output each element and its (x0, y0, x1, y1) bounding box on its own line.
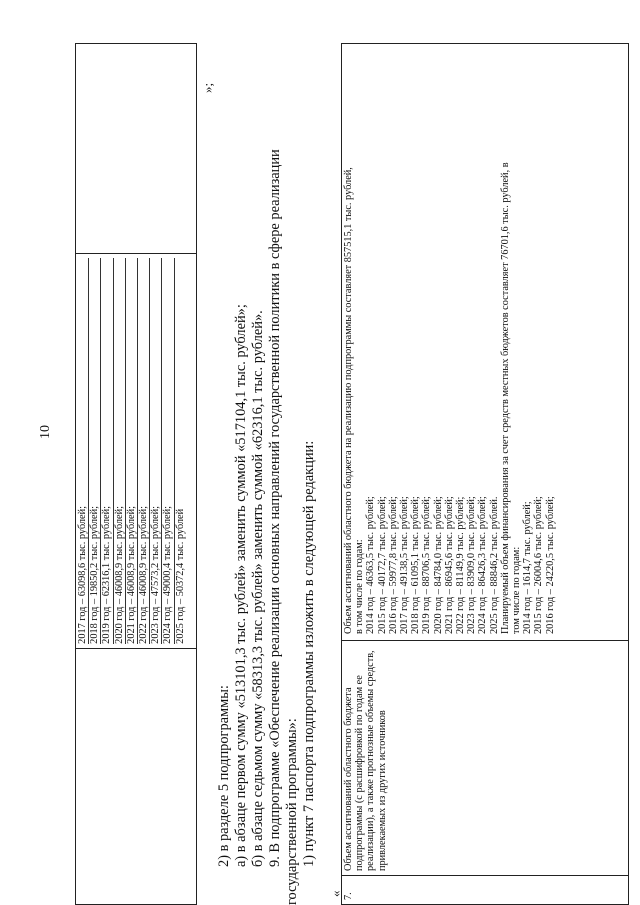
value-line: 2016 год – 59977,8 тыс. рублей; (387, 496, 399, 634)
value-line: в том числе по годам: (354, 539, 366, 634)
year-value-line: 2020 год – 46008,9 тыс. рублей; (114, 258, 126, 644)
paragraph-a: а) в абзаце первом сумму «513101,3 тыс. рублей» заменить суммой «517104,1 тыс. рублей»; (233, 304, 249, 867)
paragraph-section-5: 2) в разделе 5 подпрограммы: (216, 685, 232, 867)
paragraph-b: б) в абзаце седьмом сумму «58313,3 тыс. рублей» заменить суммой «62316,1 тыс. рублей». (250, 310, 266, 867)
year-value-line: 2017 год – 63098,6 тыс. рублей; (77, 258, 89, 644)
paragraph-1: 1) пункт 7 паспорта подпрограммы изложить в следующей редакции: (301, 440, 317, 867)
empty-label-cell (76, 648, 197, 904)
value-line: 2014 год – 46363,5 тыс. рублей; (365, 496, 377, 634)
value-line: 2015 год – 40172,7 тыс. рублей; (376, 496, 388, 634)
item-values-list (343, 50, 556, 634)
value-line: том числе по годам: (511, 546, 523, 634)
item-label: Объем ассигнований областного бюджета подпрограммы (с расшифровкой по годам ее реализации), а также прогнозные объемы средств, привлекаемых из других источников (342, 641, 629, 876)
passport-item-7-table (341, 43, 629, 905)
year-value-line: 2022 год – 46008,9 тыс. рублей; (138, 258, 150, 644)
value-line: 2018 год – 61095,1 тыс. рублей; (410, 496, 422, 634)
values-cell (76, 253, 197, 648)
opening-quote: « (328, 890, 343, 897)
year-value-line: 2019 год – 62316,1 тыс. рублей; (101, 258, 113, 644)
year-value-line: 2021 год – 46008,9 тыс. рублей; (126, 258, 138, 644)
item-number: 7. (342, 876, 629, 905)
value-line: 2024 год – 86426,3 тыс. рублей; (477, 496, 489, 634)
value-line: 2017 год – 49138,5 тыс. рублей; (399, 496, 411, 634)
paragraph-9-cont: государственной программы»: (284, 718, 300, 905)
page-number: 10 (38, 425, 53, 439)
value-line: 2023 год – 83909,0 тыс. рублей; (466, 496, 478, 634)
value-line: 2014 год – 1614,7 тыс. рублей; (522, 501, 534, 634)
year-values-list (77, 258, 186, 644)
value-line: Планируемый объем финансирования за счет средств местных бюджетов составляет 76701,6 тыс. рублей, в (499, 162, 511, 634)
year-value-line: 2025 год – 50372,4 тыс. рублей (174, 508, 186, 644)
value-line: 2025 год – 88846,2 тыс. рублей. (488, 496, 500, 634)
value-line: Объем ассигнований областного бюджета на реализацию подпрограммы составляет 857515,1 тыс. рублей, (343, 167, 354, 634)
empty-right-cell (76, 44, 197, 254)
value-line: 2019 год – 88706,5 тыс. рублей; (421, 496, 433, 634)
value-line: 2021 год – 86945,6 тыс. рублей; (443, 496, 455, 634)
closing-quote: »; (200, 82, 215, 93)
paragraph-9: 9. В подпрограмме «Обеспечение реализации основных направлений государственной политики в сфере реализации (267, 149, 283, 867)
year-value-line: 2018 год – 19850,2 тыс. рублей; (89, 258, 101, 644)
value-line: 2016 год – 24220,5 тыс. рублей; (544, 496, 556, 634)
year-value-line: 2024 год – 49000,4 тыс. рублей; (162, 258, 174, 644)
value-line: 2020 год – 84784,0 тыс. рублей; (432, 496, 444, 634)
year-value-line: 2023 год – 47573,2 тыс. рублей; (150, 258, 162, 644)
item-values-cell (342, 44, 629, 641)
funding-table-continued (75, 43, 197, 905)
value-line: 2022 год – 81149,9 тыс. рублей; (455, 496, 467, 634)
value-line: 2015 год – 26004,6 тыс. рублей; (533, 496, 545, 634)
